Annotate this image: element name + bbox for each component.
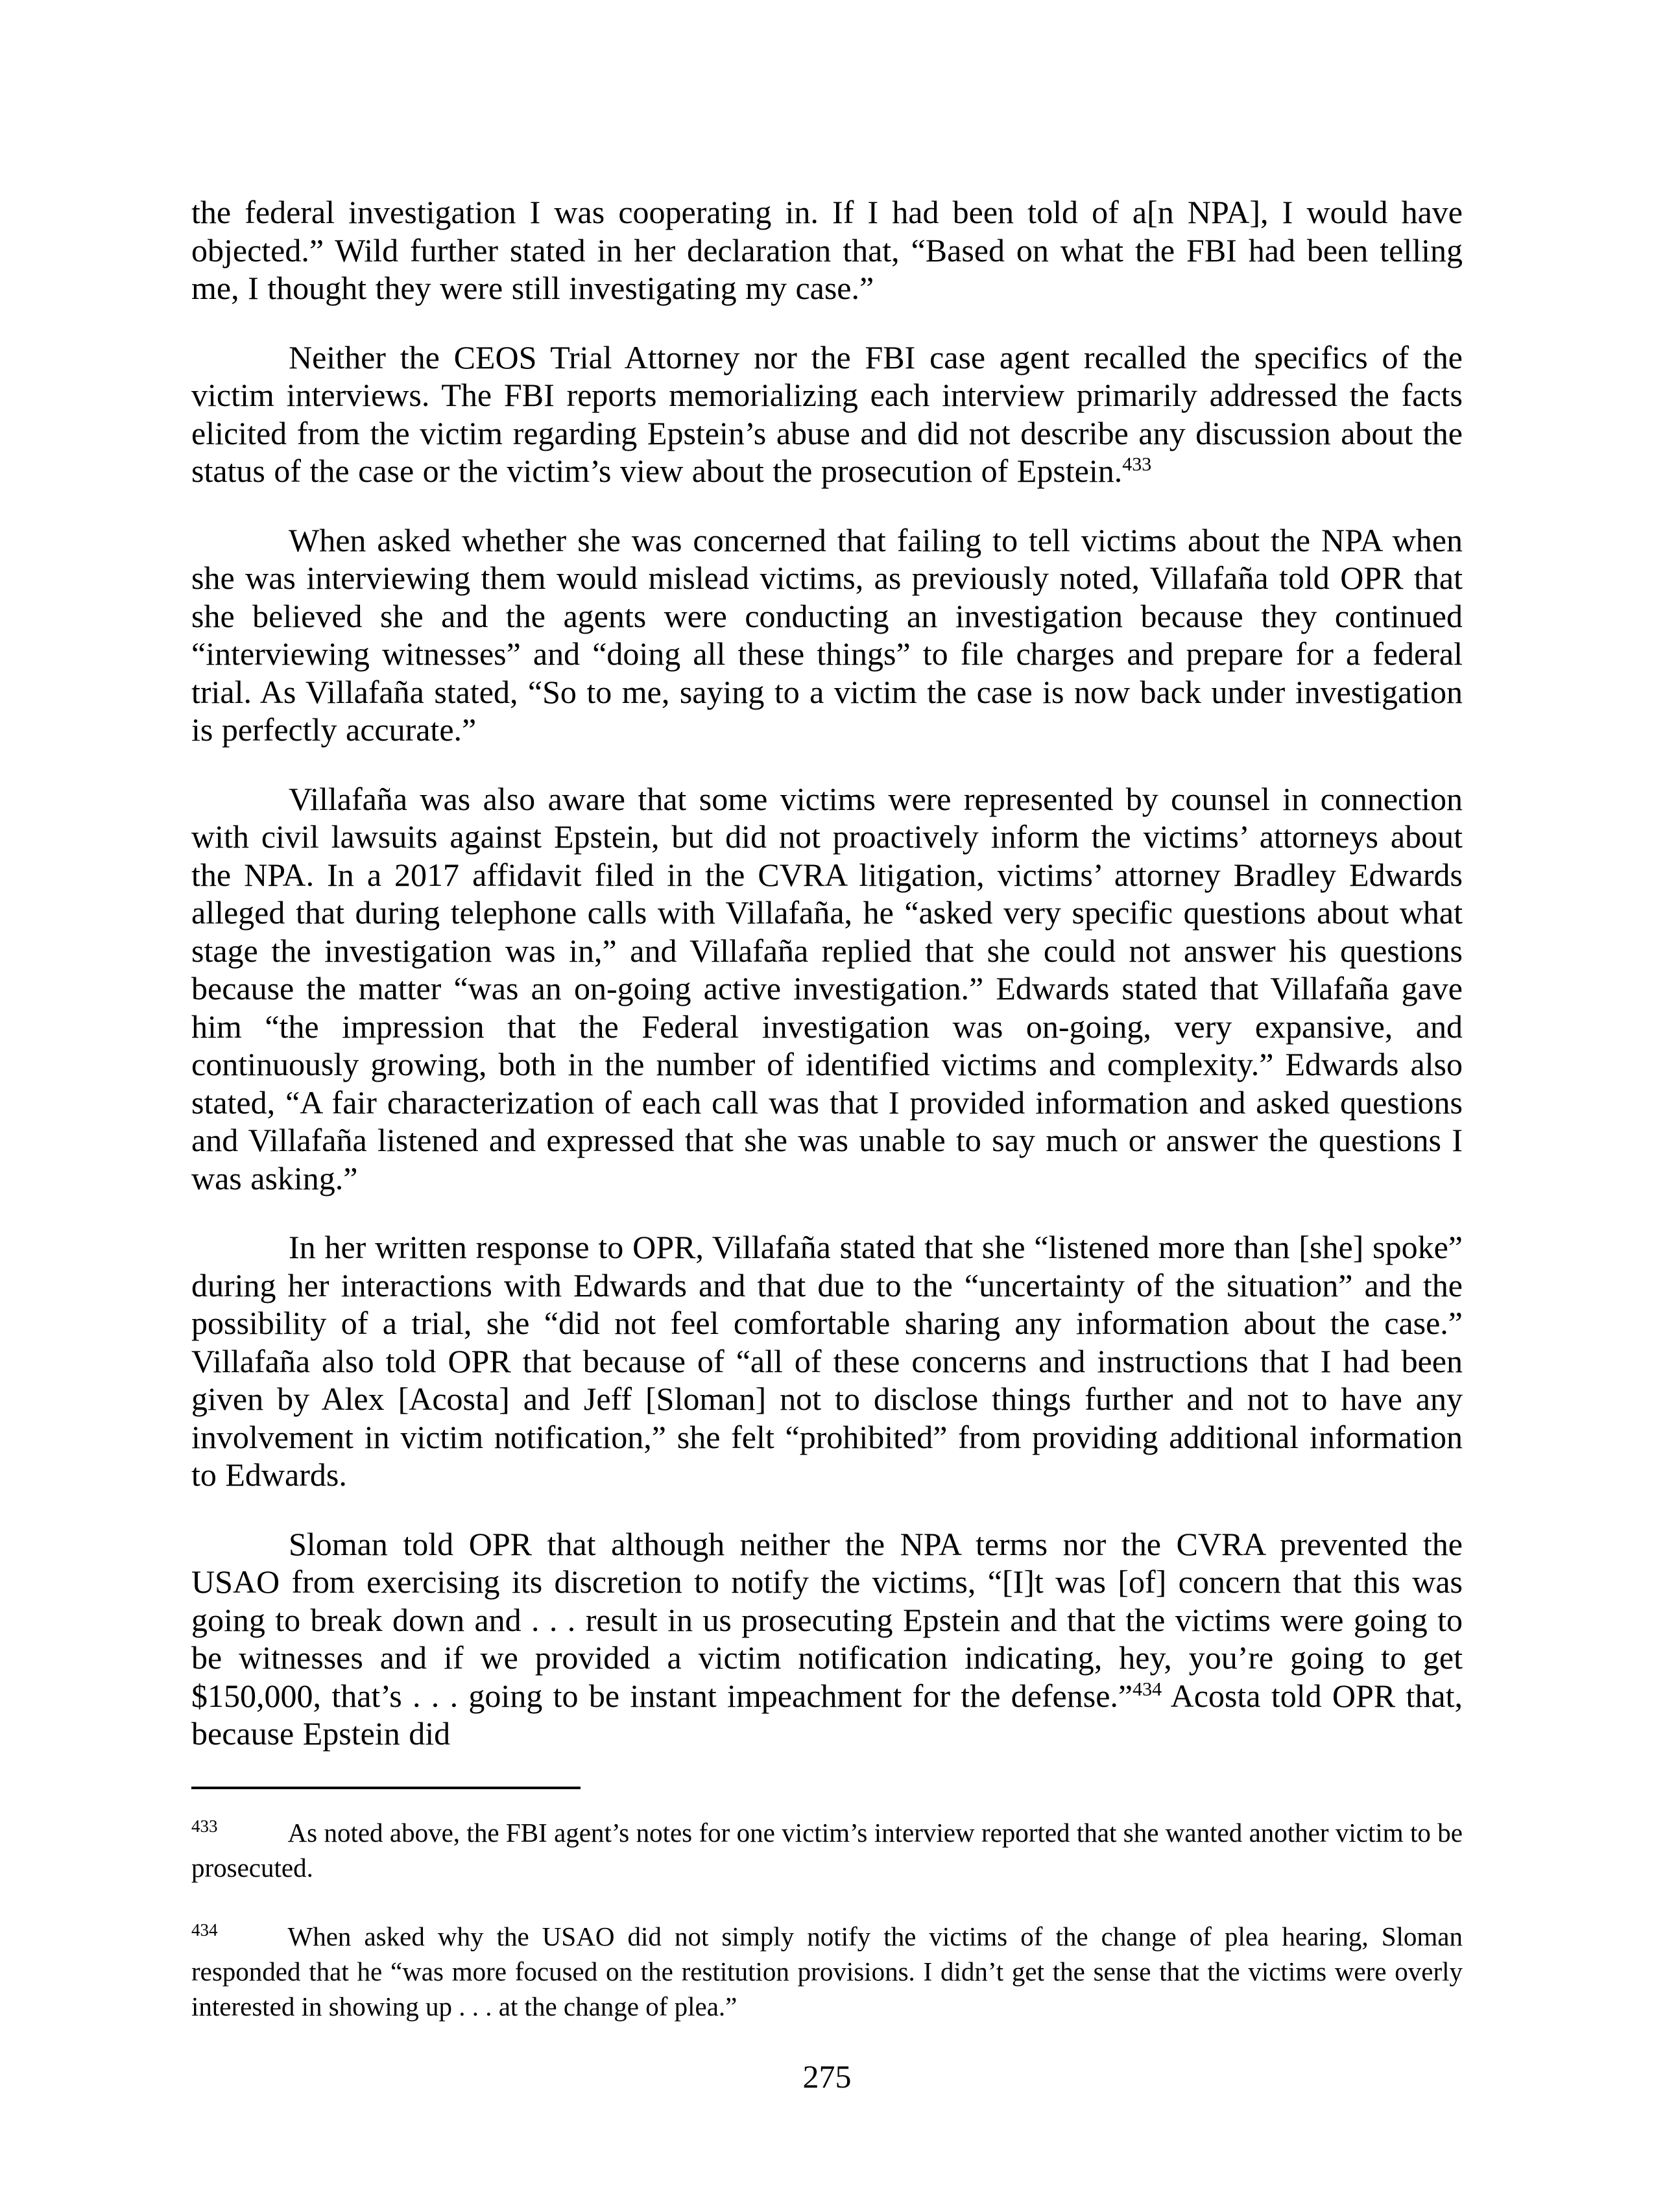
paragraph: [191, 193, 1463, 307]
footnote-text: As noted above, the FBI agent’s notes for one victim’s interview reported that she wanted another victim to be prosecuted.: [191, 1817, 1463, 1883]
footnote-reference: 433: [1122, 453, 1152, 475]
paragraph: [191, 1525, 1463, 1753]
text-segment: When asked whether she was concerned that failing to tell victims about the NPA when she was interviewing them would mislead victims, as previously noted, Villafaña told OPR that she believed she and the agents were conducting an investigation because they continued “interviewing witnesses” and “doing all these things” to file charges and prepare for a federal trial. As Villafaña stated, “So to me, saying to a victim the case is now back under investigation is perfectly accurate.”: [191, 521, 1463, 748]
footnote-text: When asked why the USAO did not simply notify the victims of the change of plea hearing, Sloman responded that he “was more focused on the restitution provisions. I didn’t get the sense that the victims were overly interested in showing up . . . at the change of plea.”: [191, 1921, 1463, 2021]
footnote-marker: 433: [191, 1816, 218, 1836]
text-segment: In her written response to OPR, Villafaña stated that she “listened more than [she] spoke” during her interactions with Edwards and that due to the “uncertainty of the situation” and the possibility of a trial, she “did not feel comfortable sharing any information about the case.” Villafaña also told OPR that because of “all of these concerns and instructions that I had been given by Alex [Acosta] and Jeff [Sloman] not to disclose things further and not to have any involvement in victim notification,” she felt “prohibited” from providing additional information to Edwards.: [191, 1229, 1463, 1493]
footnote-separator: [191, 1787, 581, 1789]
paragraph: [191, 1228, 1463, 1494]
page-number: 275: [802, 2058, 852, 2095]
footnote: [191, 1919, 1463, 2024]
text-segment: the federal investigation I was cooperating in. If I had been told of a[n NPA], I would have objected.” Wild further stated in her declaration that, “Based on what the FBI had been telling me, I thought they were still investigating my case.”: [191, 194, 1463, 306]
paragraph: [191, 780, 1463, 1198]
text-segment: Villafaña was also aware that some victims were represented by counsel in connection with civil lawsuits against Epstein, but did not proactively inform the victims’ attorneys about the NPA. In a 2017 affidavit filed in the CVRA litigation, victims’ attorney Bradley Edwards alleged that during telephone calls with Villafaña, he “asked very specific questions about what stage the investigation was in,” and Villafaña replied that she could not answer his questions because the matter “was an on-going active investigation.” Edwards stated that Villafaña gave him “the impression that the Federal investigation was on-going, very expansive, and continuously growing, both in the number of identified victims and complexity.” Edwards also stated, “A fair characterization of each call was that I provided information and asked questions and Villafaña listened and expressed that she was unable to say much or answer the questions I was asking.”: [191, 780, 1463, 1196]
footnote-reference: 434: [1133, 1678, 1162, 1700]
paragraph: [191, 521, 1463, 749]
body-text: [191, 193, 1463, 1753]
text-segment: Neither the CEOS Trial Attorney nor the FBI case agent recalled the specifics of the victim interviews. The FBI reports memorializing each interview primarily addressed the facts elicited from the victim regarding Epstein’s abuse and did not describe any discussion about the status of the case or the victim’s view about the prosecution of Epstein.: [191, 339, 1463, 489]
footnote-marker: 434: [191, 1920, 218, 1940]
text-segment: Acosta told OPR that, because Epstein did: [191, 1677, 1463, 1752]
footnote: [191, 1815, 1463, 1885]
text-segment: Sloman told OPR that although neither the NPA terms nor the CVRA prevented the USAO from exercising its discretion to notify the victims, “[I]t was [of] concern that this was going to break down and . . . result in us prosecuting Epstein and that the victims were going to be witnesses and if we provided a victim notification indicating, hey, you’re going to get $150,000, that’s . . . going to be instant impeachment for the defense.”: [191, 1525, 1463, 1714]
paragraph: [191, 339, 1463, 490]
footnotes: [191, 1815, 1463, 2025]
